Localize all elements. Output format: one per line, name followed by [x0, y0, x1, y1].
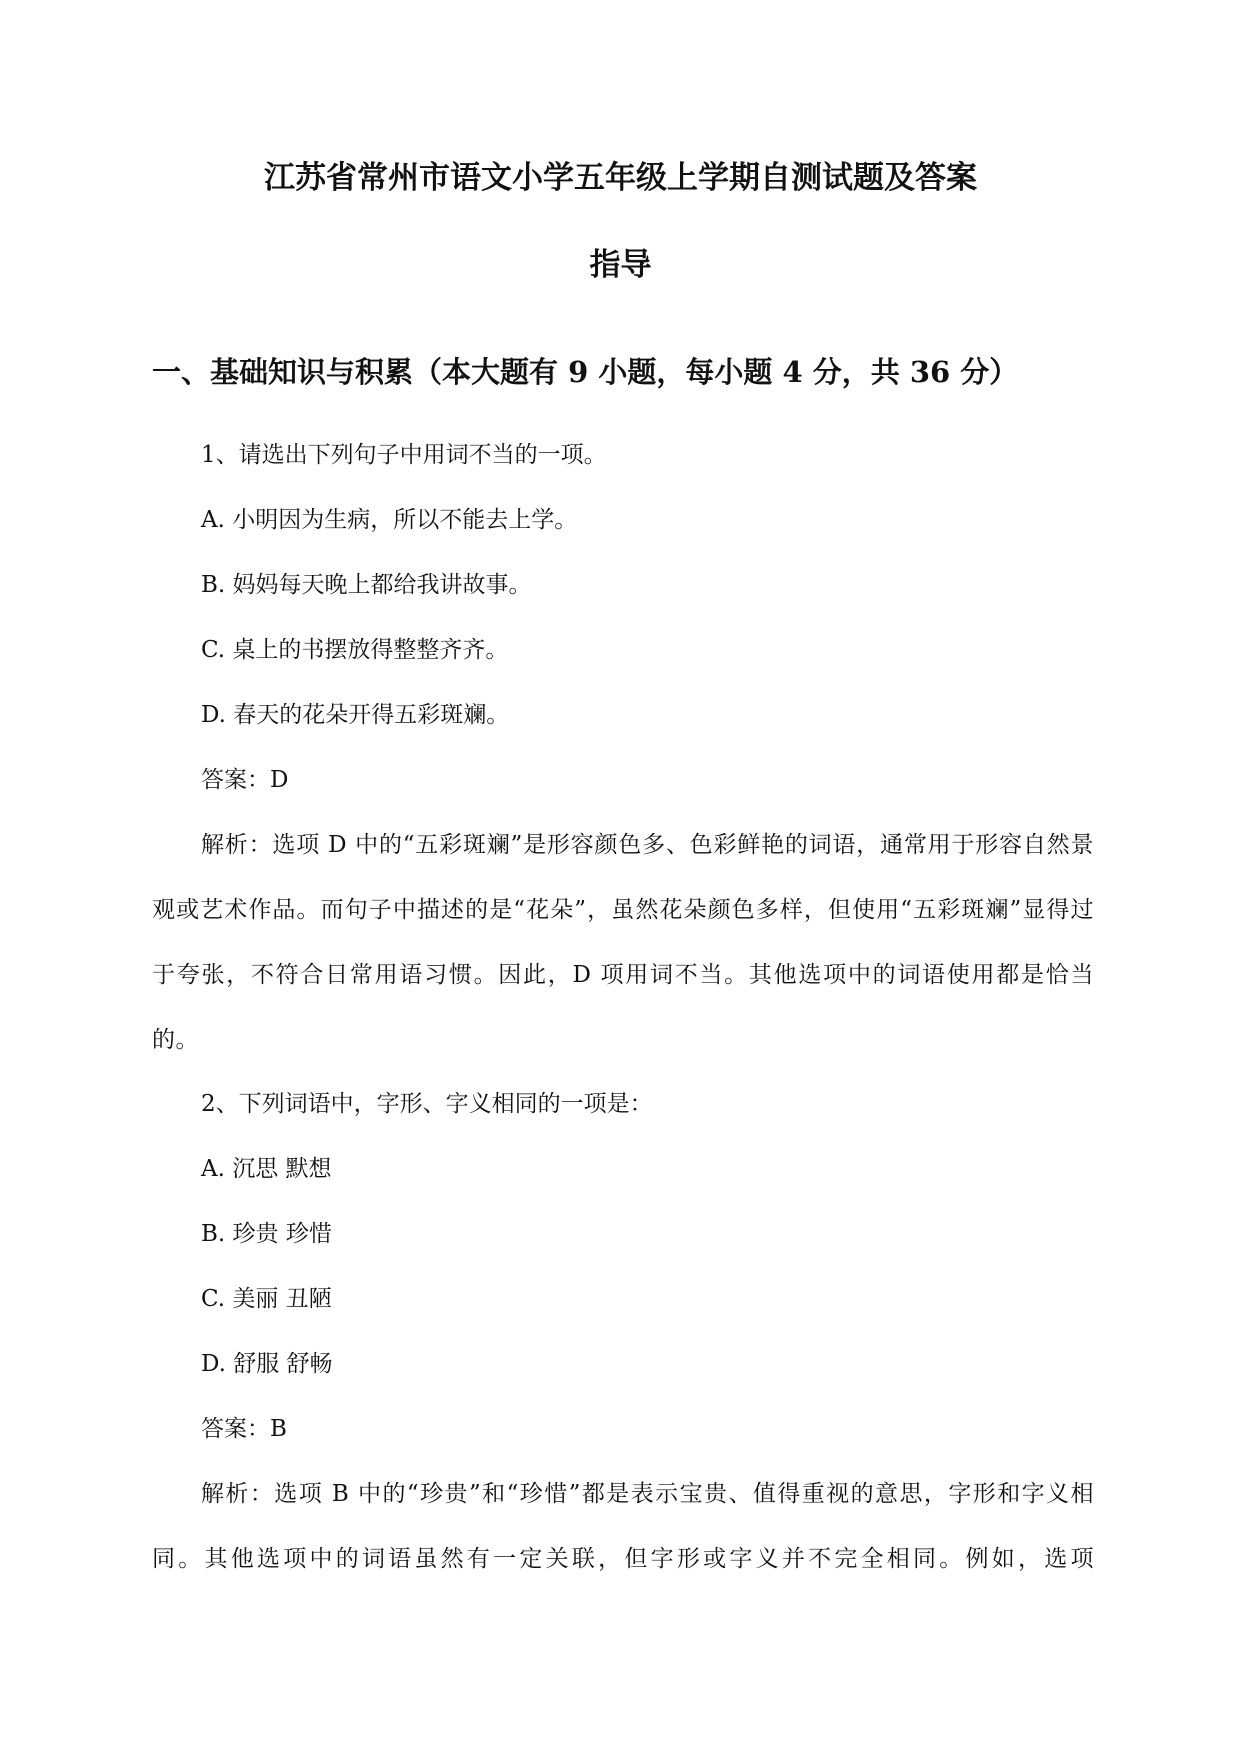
question-2-option-c: C. 美丽 丑陋 [201, 1286, 332, 1312]
question-1-option-b: B. 妈妈每天晚上都给我讲故事。 [201, 572, 532, 598]
question-1-explanation: 解析：选项 D 中的“五彩斑斓”是形容颜色多、色彩鲜艳的词语，通常用于形容自然景观或艺术作品。而句子中描述的是“花朵”，虽然花朵颜色多样，但使用“五彩斑斓”显得过于夸张，不符合日常用语习惯。因此，D 项用词不当。其他选项中的词语使用都是恰当的。 [152, 832, 1094, 1053]
question-2-answer: 答案：B [201, 1416, 287, 1442]
question-2-option-d: D. 舒服 舒畅 [201, 1351, 333, 1377]
question-2-explanation: 解析：选项 B 中的“珍贵”和“珍惜”都是表示宝贵、值得重视的意思，字形和字义相同。其他选项中的词语虽然有一定关联，但字形或字义并不完全相同。例如，选项 [152, 1481, 1094, 1572]
question-1-stem: 1、请选出下列句子中用词不当的一项。 [201, 442, 607, 468]
question-2-option-b: B. 珍贵 珍惜 [201, 1221, 332, 1247]
section-heading: 一、基础知识与积累（本大题有 9 小题，每小题 4 分，共 36 分） [152, 355, 1019, 389]
question-2-option-a: A. 沉思 默想 [201, 1156, 332, 1182]
document-title-line-1: 江苏省常州市语文小学五年级上学期自测试题及答案 [264, 160, 977, 196]
question-1-answer: 答案：D [201, 767, 289, 793]
document-title-line-2: 指导 [589, 247, 652, 283]
question-2-stem: 2、下列词语中，字形、字义相同的一项是： [201, 1091, 653, 1117]
question-1-option-d: D. 春天的花朵开得五彩斑斓。 [201, 702, 510, 728]
question-1-option-a: A. 小明因为生病，所以不能去上学。 [201, 507, 578, 533]
question-1-option-c: C. 桌上的书摆放得整整齐齐。 [201, 637, 509, 663]
